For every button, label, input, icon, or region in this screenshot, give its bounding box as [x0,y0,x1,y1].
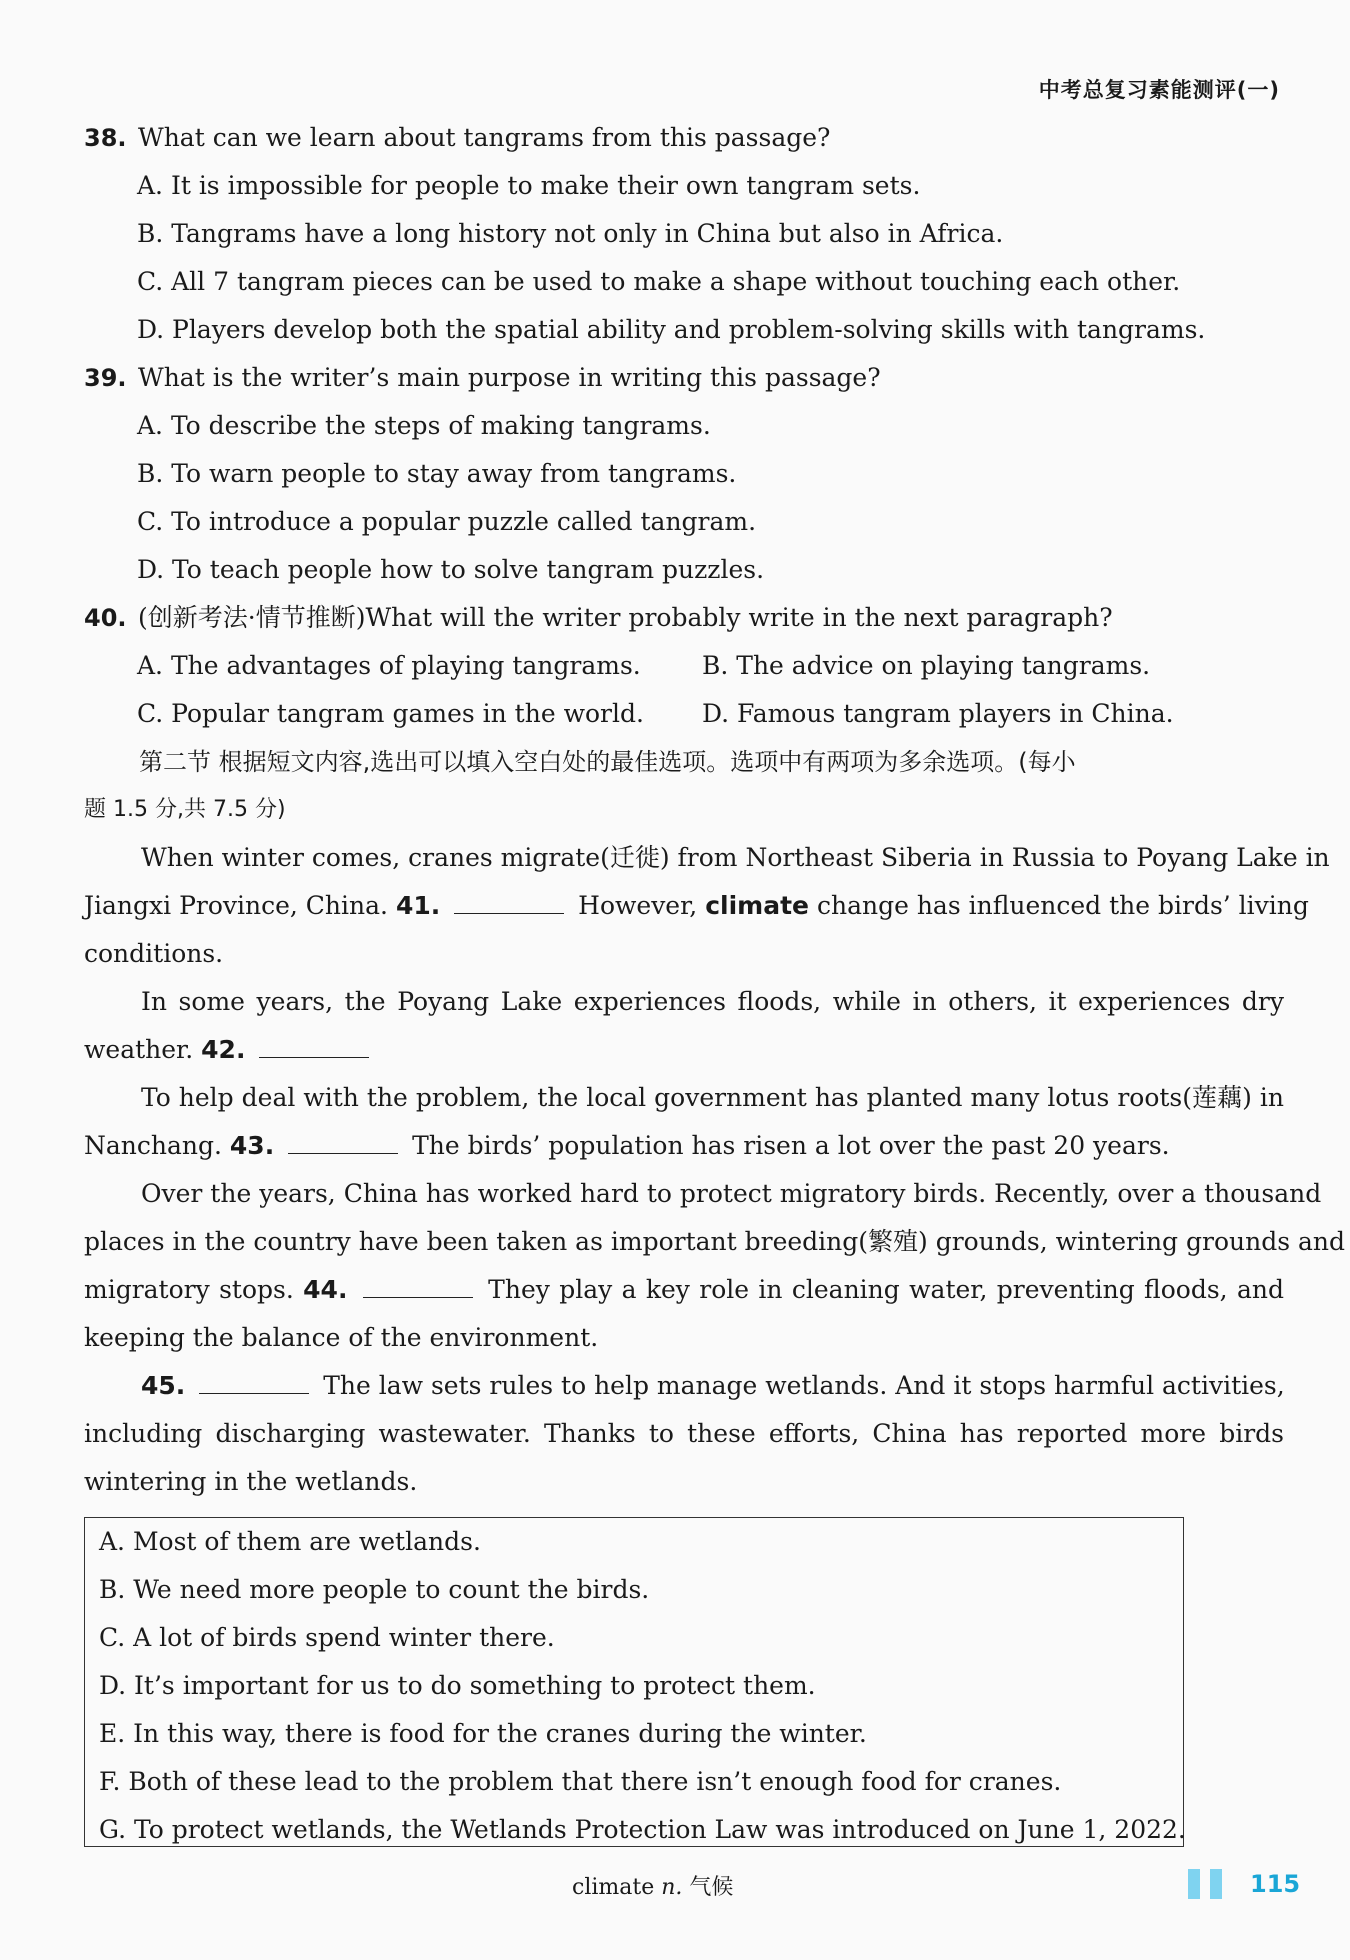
q39-option-a: A. To describe the steps of making tangrams. [137,411,711,440]
answer-choices-box [84,1517,1184,1847]
marker-bar [1188,1869,1200,1899]
question-text: (创新考法·情节推断)What will the writer probably write in the next paragraph? [138,603,1113,632]
answer-blank-42[interactable] [259,1033,369,1058]
blank-number-43: 43. [229,1131,275,1160]
passage-p5-line-2: including discharging wastewater. Thanks to these efforts, China has reported more birds [84,1419,1284,1448]
passage-p3-line-1: To help deal with the problem, the local government has planted many lotus roots(莲藕) in [141,1083,1284,1112]
answer-blank-45[interactable] [199,1369,309,1394]
passage-p5-line-3: wintering in the wetlands. [84,1467,418,1496]
passage-p4-line-4: keeping the balance of the environment. [84,1323,599,1352]
choice-g: G. To protect wetlands, the Wetlands Protection Law was introduced on June 1, 2022. [99,1815,1186,1844]
answer-blank-41[interactable] [454,889,564,914]
question-text: What is the writer’s main purpose in writing this passage? [138,363,881,392]
choice-f: F. Both of these lead to the problem that there isn’t enough food for cranes. [99,1767,1062,1796]
passage-p5-line-1: 45. The law sets rules to help manage wetlands. And it stops harmful activities, [141,1371,1285,1400]
q40-option-a: A. The advantages of playing tangrams. [137,651,641,680]
passage-p4-line-1: Over the years, China has worked hard to protect migratory birds. Recently, over a thousand [141,1179,1322,1208]
question-number: 38. [84,124,127,152]
passage-p3-line-2: Nanchang. 43. The birds’ population has risen a lot over the past 20 years. [84,1131,1170,1160]
q38-option-c: C. All 7 tangram pieces can be used to make a shape without touching each other. [137,267,1181,296]
question-39-stem [84,354,1284,402]
q40-option-d: D. Famous tangram players in China. [702,699,1174,728]
marker-bar [1210,1869,1222,1899]
choice-b: B. We need more people to count the birds. [99,1575,650,1604]
q38-option-a: A. It is impossible for people to make their own tangram sets. [137,171,921,200]
q39-option-c: C. To introduce a popular puzzle called tangram. [137,507,757,536]
page-number: 115 [1250,1870,1301,1898]
q39-option-b: B. To warn people to stay away from tangrams. [137,459,737,488]
footer-meaning: 气候 [689,1875,734,1900]
blank-number-41: 41. [395,891,441,920]
q40-options-row-1 [84,642,1284,690]
q38-option-b: B. Tangrams have a long history not only in China but also in Africa. [137,219,1004,248]
page-content [84,114,1345,1506]
choice-a: A. Most of them are wetlands. [99,1527,481,1556]
choice-e: E. In this way, there is food for the cranes during the winter. [99,1719,867,1748]
footer-word: climate [572,1875,655,1900]
q40-option-b: B. The advice on playing tangrams. [702,651,1151,680]
passage-p2-line-2: weather. 42. [84,1026,1284,1074]
choice-c: C. A lot of birds spend winter there. [99,1623,555,1652]
passage-p2-line-1: In some years, the Poyang Lake experiences floods, while in others, it experiences dry [141,987,1284,1016]
section-2-instructions-cont: 题 1.5 分,共 7.5 分) [84,797,286,822]
question-number: 40. [84,604,127,632]
blank-number-42: 42. [201,1035,246,1064]
passage-p4-line-3: migratory stops. 44. They play a key role in cleaning water, preventing floods, and [84,1275,1284,1304]
choice-d: D. It’s important for us to do something to protect them. [99,1671,816,1700]
passage-p1-line-3: conditions. [84,939,224,968]
passage-p1-line-1: When winter comes, cranes migrate(迁徙) from Northeast Siberia in Russia to Poyang Lake in [141,843,1330,872]
page-header-title: 中考总复习素能测评(一) [1038,78,1280,102]
section-2-instructions: 第二节 根据短文内容,选出可以填入空白处的最佳选项。选项中有两项为多余选项。(每小 [139,748,1076,776]
footer-vocab-note [572,1870,733,1901]
q38-option-d: D. Players develop both the spatial ability and problem-solving skills with tangrams. [137,315,1206,344]
question-40-stem [84,594,1284,642]
page-marker-bars-icon [1188,1869,1230,1899]
q40-options-row-2 [84,690,1284,738]
question-38-stem [84,114,1284,162]
question-text: What can we learn about tangrams from this passage? [138,123,831,152]
footer-part-of-speech: n. [661,1875,683,1900]
q40-option-c: C. Popular tangram games in the world. [137,699,644,728]
blank-number-45: 45. [141,1371,186,1400]
answer-blank-44[interactable] [363,1273,473,1298]
vocab-keyword: climate [705,891,810,920]
passage-p1-line-2: Jiangxi Province, China. 41. However, climate change has influenced the birds’ living [84,891,1309,920]
passage-p4-line-2: places in the country have been taken as important breeding(繁殖) grounds, wintering grounds and [84,1227,1345,1256]
question-number: 39. [84,364,127,392]
q39-option-d: D. To teach people how to solve tangram puzzles. [137,555,765,584]
answer-blank-43[interactable] [288,1129,398,1154]
blank-number-44: 44. [303,1275,348,1304]
